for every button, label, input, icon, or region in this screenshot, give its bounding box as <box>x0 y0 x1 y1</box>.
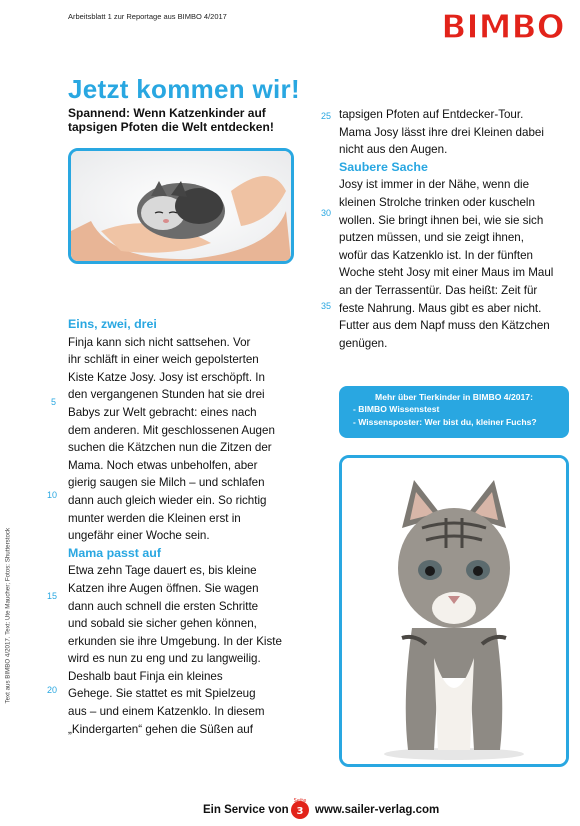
left-column-text <box>68 316 308 738</box>
worksheet-note: Arbeitsblatt 1 zur Reportage aus BIMBO 4/2017 <box>68 12 227 21</box>
text-line: Kiste Katze Josy. Josy ist erschöpft. In <box>68 370 265 384</box>
info-box-item: - Wissensposter: Wer bist du, kleiner Fuchs? <box>353 416 537 427</box>
text-line: den vergangenen Stunden hat sie drei <box>68 388 265 402</box>
bimbo-logo <box>434 4 572 48</box>
newborn-kitten-photo <box>68 148 294 264</box>
section-heading: Mama passt auf <box>68 545 161 560</box>
text-line: munter werden die Kleinen erst in <box>68 511 241 525</box>
photo-credit-note: Text aus BIMBO 4/2017. Text: Ute Maucher; Fotos: Shutterstock <box>4 527 12 704</box>
text-line: „Kindergarten“ gehen die Süßen auf <box>68 722 253 736</box>
footer <box>0 798 580 822</box>
info-box <box>339 386 569 438</box>
text-line: kleinen Strolche trinken oder kuscheln <box>339 195 535 209</box>
svg-text:BIMBO: BIMBO <box>441 7 565 46</box>
text-line: Mama. Noch etwas unbeholfen, aber <box>68 458 258 472</box>
text-line: Etwa zehn Tage dauert es, bis kleine <box>68 564 257 578</box>
text-line: ungefähr einer Woche sein. <box>68 529 210 543</box>
article-subtitle: Spannend: Wenn Katzenkinder auf tapsigen Pfoten die Welt entdecken! <box>68 106 274 134</box>
section-heading: Eins, zwei, drei <box>68 317 157 331</box>
text-line: und sobald sie sicher gehen können, <box>68 617 257 631</box>
footer-prefix: Ein Service von <box>203 804 289 816</box>
text-line: genügen. <box>339 336 388 350</box>
text-line: ihr schläft in einer weich gepolsterten <box>68 353 259 367</box>
text-line: dem anderen. Mit geschlossenen Augen <box>68 423 275 437</box>
text-line: Gehege. Sie stattet es mit Spielzeug <box>68 687 256 701</box>
text-line: an der Terrassentür. Das heißt: Zeit für <box>339 283 538 297</box>
line-number: 35 <box>321 301 332 311</box>
text-line: Deshalb baut Finja ein kleines <box>68 669 223 683</box>
info-box-title: Mehr über Tierkinder in BIMBO 4/2017: <box>375 392 533 402</box>
line-number: 15 <box>47 591 58 601</box>
page-number-badge <box>289 798 311 820</box>
article-title: Jetzt kommen wir! <box>68 74 300 104</box>
section-heading: Saubere Sache <box>339 159 428 174</box>
text-line: gierig saugen sie Milch – und schlafen <box>68 476 265 490</box>
text-line: Mama Josy lässt ihre drei Kleinen dabei <box>339 125 544 139</box>
text-line: Josy ist immer in der Nähe, wenn die <box>339 178 530 192</box>
text-line: Finja kann sich nicht sattsehen. Vor <box>68 335 251 349</box>
line-number: 20 <box>47 685 58 695</box>
line-number: 5 <box>51 397 57 407</box>
svg-text:Seite: Seite <box>293 798 307 804</box>
text-line: wofür das Katzenklo ist. In der fünften <box>339 248 533 262</box>
text-line: wollen. Sie bringt ihnen bei, wie sie sich <box>339 213 544 227</box>
line-number: 10 <box>47 490 58 500</box>
text-line: wird es nun zu eng und zu langweilig. <box>68 652 261 666</box>
info-box-item: - BIMBO Wissenstest <box>353 404 440 415</box>
text-line: nicht aus den Augen. <box>339 143 448 157</box>
text-line: erkunden sie ihre Umgebung. In der Kiste <box>68 634 282 648</box>
text-line: dann auch gleich wieder ein. So richtig <box>68 493 267 507</box>
line-number: 30 <box>321 208 332 218</box>
text-line: aus – und einem Katzenklo. In diesem <box>68 705 265 719</box>
text-line: Futter aus dem Napf muss den Kätzchen <box>339 319 550 333</box>
publisher-link[interactable]: www.sailer-verlag.com <box>315 804 440 816</box>
svg-text:3: 3 <box>296 806 304 817</box>
text-line: dann auch schnell die ersten Schritte <box>68 599 259 613</box>
text-line: Woche steht Josy mit einer Maus im Maul <box>339 266 554 280</box>
line-number: 25 <box>321 111 332 121</box>
text-line: suchen die Kätzchen nun die Zitzen der <box>68 441 272 455</box>
tabby-kitten-photo <box>339 455 569 767</box>
text-line: putzen müssen, und sie zeigt ihnen, <box>339 231 524 245</box>
text-line: Katzen ihre Augen öffnen. Sie wagen <box>68 581 259 595</box>
right-column-text <box>339 106 571 352</box>
text-line: Babys zur Welt gebracht: eines nach <box>68 405 257 419</box>
text-line: tapsigen Pfoten auf Entdecker-Tour. <box>339 108 524 121</box>
text-line: feste Nahrung. Maus gibt es aber nicht. <box>339 301 542 315</box>
